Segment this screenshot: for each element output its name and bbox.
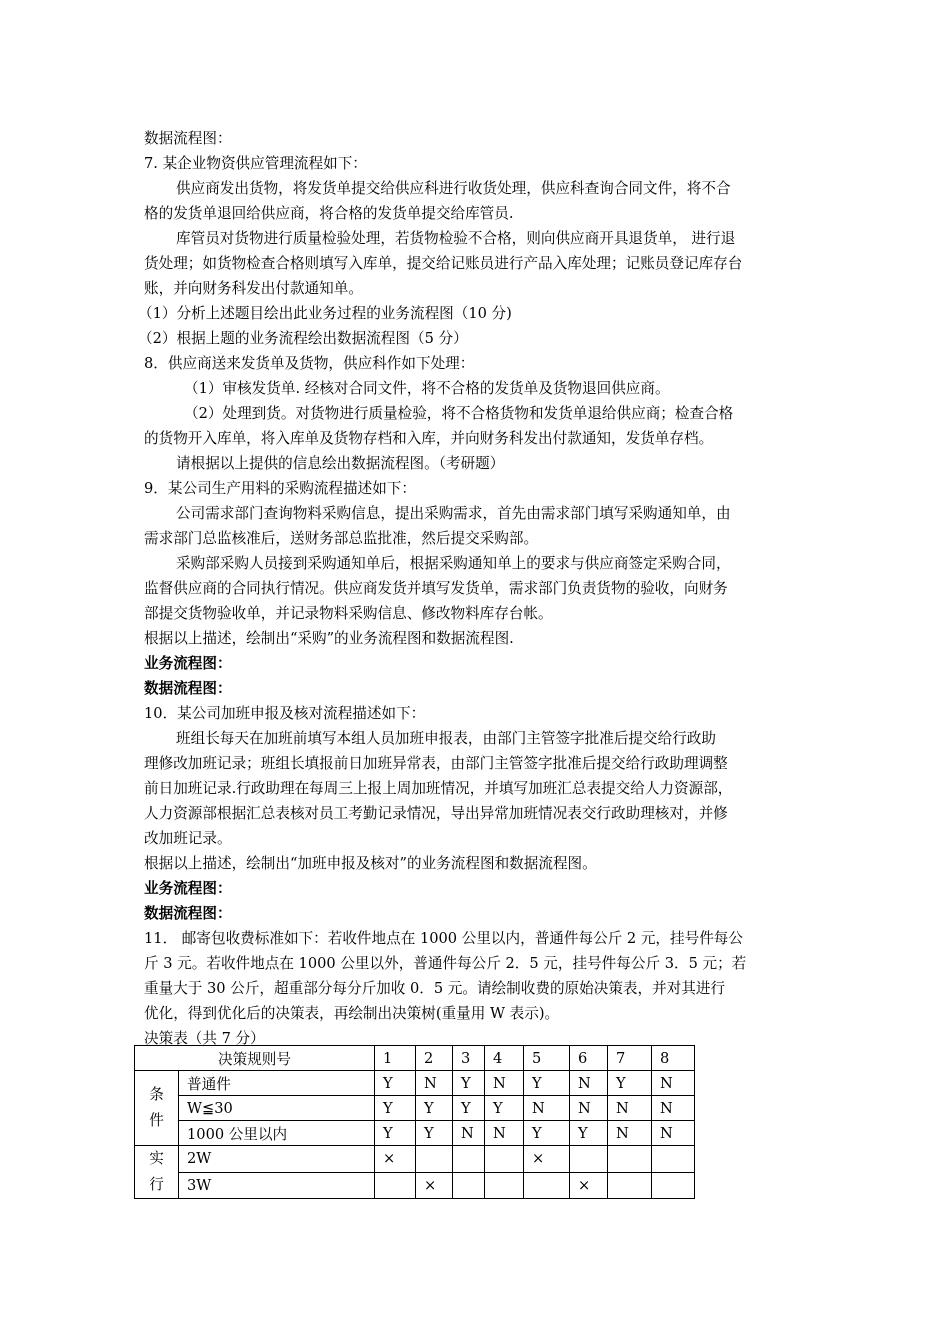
condition-value: Y: [524, 1071, 570, 1096]
q9-data-flow-heading: 数据流程图：: [144, 680, 232, 697]
q8-step-2-line-1: （2）处理到货。对货物进行质量检验，将不合格货物和发货单退给供应商；检查合格: [184, 405, 734, 422]
q10-business-flow-heading: 业务流程图：: [144, 880, 232, 897]
action-mark: [652, 1146, 695, 1173]
action-mark: [453, 1172, 485, 1199]
q9-paragraph-2-line-2: 监督供应商的合同执行情况。供应商发货并填写发货单，需求部门负责货物的验收，向财务: [144, 580, 728, 597]
decision-table-caption: 决策表（共 7 分）: [144, 1030, 265, 1047]
table-header-row: [135, 1046, 695, 1071]
action-row: [135, 1172, 695, 1199]
q10-data-flow-heading: 数据流程图：: [144, 905, 232, 922]
condition-value: N: [608, 1096, 652, 1121]
rule-number-cell: 3: [453, 1046, 485, 1071]
q7-paragraph-2-line-2: 货处理；如货物检查合格则填写入库单，提交给记账员进行产品入库处理；记账员登记库存台: [144, 255, 743, 272]
question-11-line-3: 重量大于 30 公斤，超重部分每分斤加收 0．5 元。请绘制收费的原始决策表，并对其进行: [144, 980, 726, 997]
condition-value: Y: [416, 1121, 453, 1146]
question-11-line-4: 优化，得到优化后的决策表，再绘制出决策树(重量用 W 表示)。: [144, 1005, 560, 1022]
q10-paragraph-line-3: 前日加班记录.行政助理在每周三上报上周加班情况，并填写加班汇总表提交给人力资源部，: [144, 780, 733, 797]
document-body: [138, 126, 812, 1051]
rule-number-cell: 7: [608, 1046, 652, 1071]
q9-paragraph-2-line-1: 采购部采购人员接到采购通知单后，根据采购通知单上的要求与供应商签定采购合同，: [176, 555, 731, 572]
condition-value: N: [652, 1071, 695, 1096]
q9-paragraph-1-line-1: 公司需求部门查询物料采购信息，提出采购需求，首先由需求部门填写采购通知单，由: [176, 505, 731, 522]
q7-paragraph-1-line-1: 供应商发出货物，将发货单提交给供应科进行收货处理，供应科查询合同文件，将不合: [176, 180, 731, 197]
condition-row: [135, 1071, 695, 1096]
rule-number-cell: 5: [524, 1046, 570, 1071]
condition-value: Y: [453, 1096, 485, 1121]
condition-value: Y: [608, 1071, 652, 1096]
condition-value: N: [485, 1071, 524, 1096]
condition-value: N: [416, 1071, 453, 1096]
q7-paragraph-2-line-3: 账，并向财务科发出付款通知单。: [144, 280, 363, 297]
header-rule-number-label: 决策规则号: [135, 1046, 375, 1071]
action-group-label: [135, 1146, 179, 1199]
condition-value: Y: [416, 1096, 453, 1121]
action-mark: [652, 1172, 695, 1199]
condition-row: [135, 1096, 695, 1121]
q9-paragraph-1-line-2: 需求部门总监核准后，送财务部总监批准，然后提交采购部。: [144, 530, 539, 547]
condition-group-label: [135, 1071, 179, 1146]
condition-value: Y: [375, 1121, 416, 1146]
action-group-text: 实行: [149, 1150, 164, 1193]
action-mark: [485, 1146, 524, 1173]
action-mark: [608, 1172, 652, 1199]
action-mark: ×: [416, 1172, 453, 1199]
action-mark: ×: [375, 1146, 416, 1173]
condition-value: Y: [570, 1121, 608, 1146]
q8-step-1: （1）审核发货单. 经核对合同文件，将不合格的发货单及货物退回供应商。: [184, 380, 670, 397]
decision-table: [134, 1045, 695, 1199]
condition-name: W≦30: [179, 1096, 375, 1121]
q10-instruction: 根据以上描述，绘制出“加班申报及核对”的业务流程图和数据流程图。: [144, 855, 597, 872]
question-8-title: 8．供应商送来发货单及货物，供应科作如下处理：: [144, 355, 475, 372]
q7-sub-question-1: （1）分析上述题目绘出此业务过程的业务流程图（10 分): [138, 305, 512, 322]
condition-value: N: [652, 1096, 695, 1121]
q9-instruction: 根据以上描述，绘制出“采购”的业务流程图和数据流程图.: [144, 630, 514, 647]
action-mark: [608, 1146, 652, 1173]
condition-row: [135, 1121, 695, 1146]
action-name: 3W: [179, 1172, 375, 1199]
q8-step-2-line-2: 的货物开入库单，将入库单及货物存档和入库，并向财务科发出付款通知，发货单存档。: [144, 430, 714, 447]
action-name: 2W: [179, 1146, 375, 1173]
q10-paragraph-line-1: 班组长每天在加班前填写本组人员加班申报表，由部门主管签字批准后提交给行政助: [176, 730, 716, 747]
q9-business-flow-heading: 业务流程图：: [144, 655, 232, 672]
action-mark: [416, 1146, 453, 1173]
rule-number-cell: 6: [570, 1046, 608, 1071]
q7-sub-question-2: （2）根据上题的业务流程绘出数据流程图（5 分）: [138, 330, 468, 347]
q7-paragraph-2-line-1: 库管员对货物进行质量检验处理，若货物检验不合格，则向供应商开具退货单， 进行退: [176, 230, 736, 247]
q8-instruction: 请根据以上提供的信息绘出数据流程图。（考研题）: [176, 455, 505, 472]
question-11-line-2: 斤 3 元。若收件地点在 1000 公里以外，普通件每公斤 2．5 元，挂号件每公斤 3．5 元；若: [144, 955, 747, 972]
rule-number-cell: 4: [485, 1046, 524, 1071]
action-mark: [453, 1146, 485, 1173]
question-10-title: 10．某公司加班申报及核对流程描述如下：: [144, 705, 426, 722]
action-row: [135, 1146, 695, 1173]
heading-data-flow-diagram: 数据流程图：: [144, 130, 232, 147]
rule-number-cell: 8: [652, 1046, 695, 1071]
action-mark: ×: [524, 1146, 570, 1173]
action-mark: [524, 1172, 570, 1199]
rule-number-cell: 1: [375, 1046, 416, 1071]
condition-value: N: [524, 1096, 570, 1121]
condition-value: Y: [524, 1121, 570, 1146]
condition-value: N: [652, 1121, 695, 1146]
condition-value: N: [453, 1121, 485, 1146]
q7-paragraph-1-line-2: 格的发货单退回给供应商，将合格的发货单提交给库管员.: [144, 205, 514, 222]
condition-name: 1000 公里以内: [179, 1121, 375, 1146]
rule-number-cell: 2: [416, 1046, 453, 1071]
condition-value: Y: [485, 1096, 524, 1121]
q9-paragraph-2-line-3: 部提交货物验收单，并记录物料采购信息、修改物料库存台帐。: [144, 605, 553, 622]
condition-value: N: [485, 1121, 524, 1146]
condition-value: Y: [375, 1096, 416, 1121]
condition-value: N: [608, 1121, 652, 1146]
question-9-title: 9．某公司生产用料的采购流程描述如下：: [144, 480, 416, 497]
condition-name: 普通件: [179, 1071, 375, 1096]
action-mark: [570, 1146, 608, 1173]
condition-value: Y: [453, 1071, 485, 1096]
question-11-line-1: 11． 邮寄包收费标准如下：若收件地点在 1000 公里以内，普通件每公斤 2 元，挂号件每公: [144, 930, 743, 947]
q10-paragraph-line-2: 理修改加班记录；班组长填报前日加班异常表，由部门主管签字批准后提交给行政助理调整: [144, 755, 728, 772]
condition-value: N: [570, 1096, 608, 1121]
action-mark: ×: [570, 1172, 608, 1199]
question-7-title: 7. 某企业物资供应管理流程如下：: [144, 155, 367, 172]
condition-value: Y: [375, 1071, 416, 1096]
condition-group-text: 条件: [149, 1086, 164, 1129]
action-mark: [375, 1172, 416, 1199]
q10-paragraph-line-5: 改加班记录。: [144, 830, 232, 847]
q10-paragraph-line-4: 人力资源部根据汇总表核对员工考勤记录情况，导出异常加班情况表交行政助理核对，并修: [144, 805, 728, 822]
condition-value: N: [570, 1071, 608, 1096]
action-mark: [485, 1172, 524, 1199]
